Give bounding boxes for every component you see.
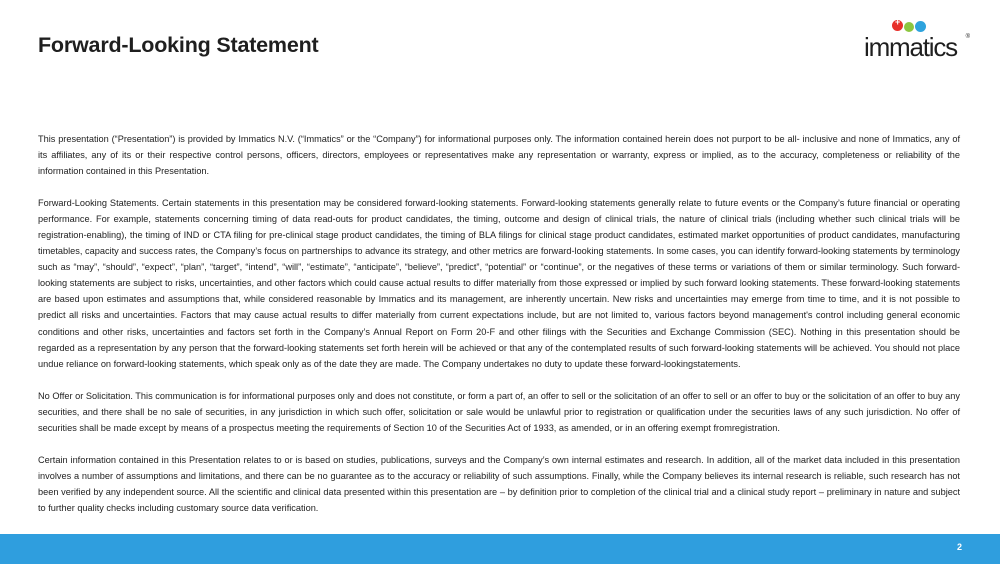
immatics-logo (858, 17, 970, 64)
page-number: 2 (956, 542, 962, 552)
paragraph-forward-looking: Forward-Looking Statements. Certain statements in this presentation may be considered forward-looking statements. Forward-looking statements generally relate to future events or the Company’s future financial or operating performance. For example, statements concerning timing of data read-outs for product candidates, the timing, outcome and design of clinical trials, the nature of clinical trials (including whether such clinical trials will be registration-enabling), the timing of IND or CTA filing for pre-clinical stage product candidates, the timing of BLA filings for clinical stage product candidates, estimated market opportunities of product candidates, manufacturing timetables, capacity and success rates, the Company’s focus on partnerships to advance its strategy, and other metrics are forward-looking statements. In some cases, you can identify forward-looking statements by terminology such as “may”, “should”, “expect”, “plan”, “target”, “intend”, “will”, “estimate”, “anticipate”, “believe”, “predict”, “potential” or “continue”, or the negatives of these terms or variations of them or similar terminology. Such forward-looking statements are subject to risks, uncertainties, and other factors which could cause actual results to differ materially from those expressed or implied by such forward looking statements. These forward-looking statements are based upon estimates and assumptions that, while considered reasonable by Immatics and its management, are inherently uncertain. New risks and uncertainties may emerge from time to time, and it is not possible to predict all risks and uncertainties. Factors that may cause actual results to differ materially from current expectations include, but are not limited to, various factors beyond management's control including general economic conditions and other risks, uncertainties and factors set forth in the Company’s Annual Report on Form 20-F and other filings with the Securities and Exchange Commission (SEC). Nothing in this presentation should be regarded as a representation by any person that the forward-looking statements set forth herein will be achieved or that any of the contemplated results of such forward-looking statements will be achieved. You should not place undue reliance on forward-looking statements, which speak only as of the date they are made. The Company undertakes no duty to update these forward-lookingstatements. (38, 198, 960, 369)
paragraph-market-data: Certain information contained in this Presentation relates to or is based on studies, publications, surveys and the Company’s own internal estimates and research. In addition, all of the market data included in this presentation involves a number of assumptions and limitations, and there can be no guarantee as to the accuracy or reliability of such assumptions. Finally, while the Company believes its internal research is reliable, such research has not been verified by any independent source. All the scientific and clinical data presented within this presentation are – by definition prior to completion of the clinical trial and a clinical study report – preliminary in nature and subject to further quality checks including customary source data verification. (38, 454, 960, 513)
logo-plus-icon: + (895, 17, 901, 27)
paragraph-no-offer: No Offer or Solicitation. This communication is for informational purposes only and does not constitute, or form a part of, an offer to sell or the solicitation of an offer to sell or an offer to buy or the solicitation of an offer to buy any securities, and there shall be no sale of securities, in any jurisdiction in which such offer, solicitation or sale would be unlawful prior to registration or qualification under the securities laws of any such jurisdiction. No offer of securities shall be made except by means of a prospectus meeting the requirements of Section 10 of the Securities Act of 1933, as amended, or in an offering exempt fromregistration. (38, 390, 960, 433)
logo-wordmark: immatics (864, 32, 957, 62)
logo-blue-dot-icon (915, 21, 926, 32)
page-title: Forward-Looking Statement (38, 33, 319, 57)
footer-bar (0, 534, 1000, 564)
disclaimer-body (38, 131, 960, 532)
logo-registered-mark: ® (965, 34, 970, 40)
paragraph-intro: This presentation (“Presentation”) is provided by Immatics N.V. (“Immatics” or the “Company”) for informational purposes only. The information contained herein does not purport to be all- inclusive and none of Immatics, any of its affiliates, any of its or their respective control persons, officers, directors, employees or representatives make any representation or warranty, express or implied, as to the accuracy, completeness or reliability of the information contained in this Presentation. (38, 134, 960, 177)
logo-green-dot-icon (904, 22, 914, 32)
